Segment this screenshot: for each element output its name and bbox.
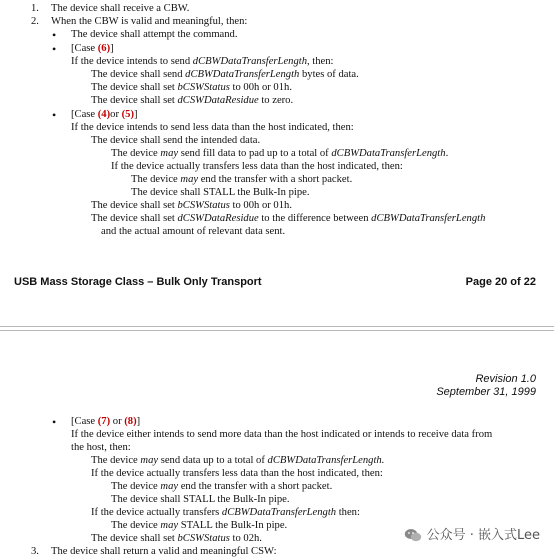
wechat-icon [404,528,422,542]
step-receive-cbw: The device shall receive a CBW. [51,3,190,14]
case-4-5-stall: The device shall STALL the Bulk-In pipe. [131,187,310,198]
case-7-8-label: [Case (7) or (8)] [71,416,141,427]
page-divider [0,330,554,331]
list-number-3: 3. [31,546,39,557]
case-7-8-less-data: If the device actually transfers less data than the host indicated, then: [91,468,383,479]
list-number-2: 2. [31,16,39,27]
case-7-8-short-packet: The device may end the transfer with a short packet. [111,481,333,492]
bullet-icon: • [52,28,57,42]
revision-label: Revision 1.0 [475,373,536,385]
page-divider [0,326,554,327]
footer-title: USB Mass Storage Class – Bulk Only Transport [14,276,262,288]
case-6-set-status: The device shall set bCSWStatus to 00h or 01h. [91,82,292,93]
case-4-5-less-data: If the device actually transfers less data than the host indicated, then: [111,161,403,172]
case-7-8-may-stall: The device may STALL the Bulk-In pipe. [111,520,288,531]
case-7-8-stall: The device shall STALL the Bulk-In pipe. [111,494,290,505]
case-4-5-set-status: The device shall set bCSWStatus to 00h or 01h. [91,200,292,211]
footer-page-number: Page 20 of 22 [465,276,536,288]
case-4-5-set-residue: The device shall set dCSWDataResidue to the difference between dCBWDataTransferLength [91,213,486,224]
list-number-1: 1. [31,3,39,14]
bullet-icon: • [52,108,57,122]
case-6-set-residue: The device shall set dCSWDataResidue to zero. [91,95,294,106]
case-6-label: [Case (6)] [71,43,114,54]
case-4-5-short-packet: The device may end the transfer with a short packet. [131,174,353,185]
attempt-command-text: The device shall attempt the command. [71,29,238,40]
bullet-icon: • [52,415,57,429]
step-return-csw: The device shall return a valid and meaningful CSW: [51,546,277,557]
case-7-8-set-status: The device shall set bCSWStatus to 02h. [91,533,262,544]
bullet-icon: • [52,42,57,56]
step-cbw-valid: When the CBW is valid and meaningful, then: [51,16,248,27]
case-6-condition: If the device intends to send dCBWDataTransferLength, then: [71,56,334,67]
case-7-8-send-data: The device may send data up to a total of dCBWDataTransferLength. [91,455,385,466]
case-4-5-label: [Case (4)or (5)] [71,109,138,120]
watermark-text: 公众号 · 嵌入式Lee [426,527,540,543]
case-4-5-condition: If the device intends to send less data than the host indicated, then: [71,122,354,133]
case-7-8-condition: If the device either intends to send more data than the host indicated or intends to receive data from [71,429,493,440]
case-4-5-residue-cont: and the actual amount of relevant data sent. [101,226,286,237]
case-7-8-condition-cont: the host, then: [71,442,131,453]
case-6-send-data: The device shall send dCBWDataTransferLength bytes of data. [91,69,359,80]
page-footer [14,276,536,289]
case-4-5-fill-data: The device may send fill data to pad up to a total of dCBWDataTransferLength. [111,148,449,159]
revision-date: September 31, 1999 [436,386,536,398]
watermark [404,528,540,542]
case-7-8-full-transfer: If the device actually transfers dCBWDataTransferLength then: [91,507,360,518]
case-4-5-send-intended: The device shall send the intended data. [91,135,261,146]
